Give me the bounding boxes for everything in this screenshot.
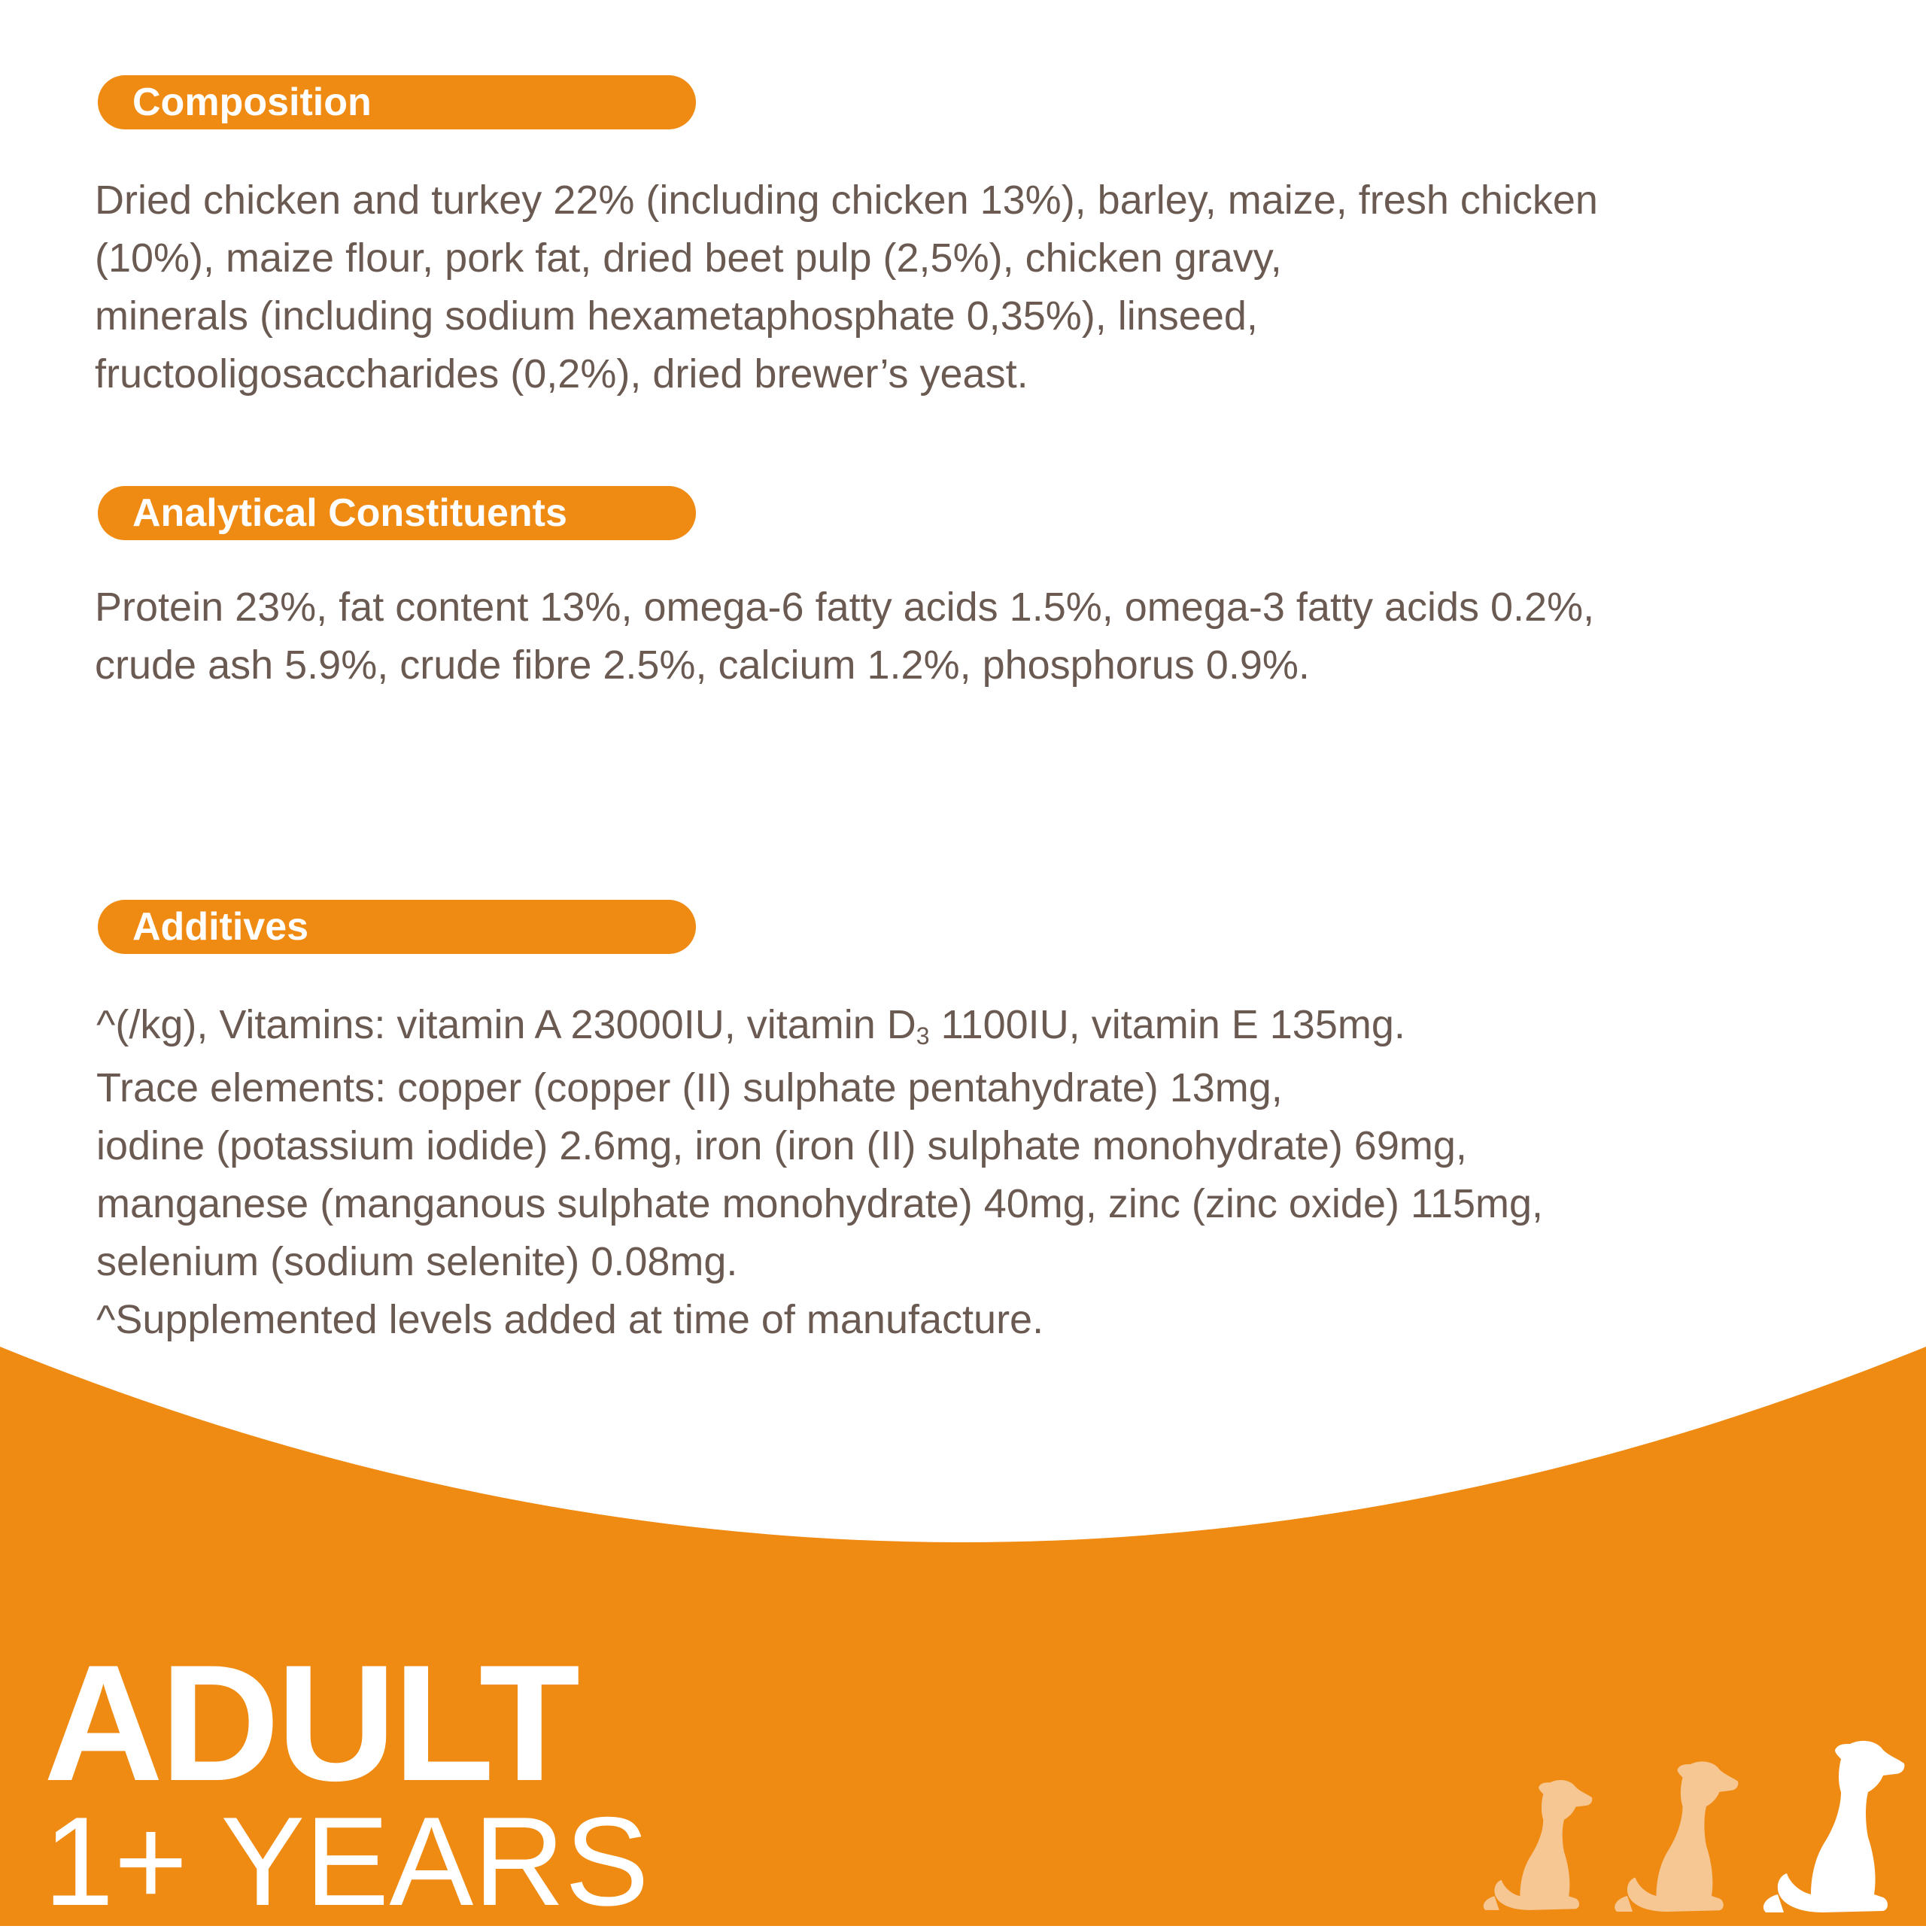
additives-footnote: ^Supplemented levels added at time of manufacture.: [96, 1297, 1044, 1342]
additives-line: manganese (manganous sulphate monohydrate) 40mg, zinc (zinc oxide) 115mg,: [96, 1181, 1544, 1226]
composition-text: [95, 172, 1825, 403]
analytical-line: Protein 23%, fat content 13%, omega-6 fatty acids 1.5%, omega-3 fatty acids 0.2%,: [95, 585, 1595, 630]
composition-heading: Composition: [98, 75, 696, 129]
vitamin-d-subscript: 3: [916, 1022, 930, 1050]
composition-line: Dried chicken and turkey 22% (including chicken 13%), barley, maize, fresh chicken: [95, 178, 1598, 223]
additives-vitamins-text-end: 1100IU, vitamin E 135mg.: [929, 1002, 1405, 1047]
composition-line: minerals (including sodium hexametaphosphate 0,35%), linseed,: [95, 293, 1258, 339]
dog-junior-icon: [1607, 1759, 1742, 1917]
additives-line: selenium (sodium selenite) 0.08mg.: [96, 1239, 738, 1284]
analytical-constituents-heading: Analytical Constituents: [98, 486, 696, 540]
composition-line: (10%), maize flour, pork fat, dried beet pulp (2,5%), chicken gravy,: [95, 235, 1282, 281]
dog-puppy-icon: [1476, 1776, 1596, 1915]
additives-line: Trace elements: copper (copper (II) sulphate pentahydrate) 13mg,: [96, 1065, 1283, 1110]
additives-vitamins-line: [96, 996, 1827, 1059]
composition-line: fructooligosaccharides (0,2%), dried brewer’s yeast.: [95, 351, 1028, 396]
analytical-constituents-text: [95, 579, 1825, 694]
additives-vitamins-text: ^(/kg), Vitamins: vitamin A 23000IU, vitamin D: [96, 1002, 916, 1047]
life-stage-title: ADULT: [44, 1630, 578, 1815]
analytical-line: crude ash 5.9%, crude fibre 2.5%, calcium 1.2%, phosphorus 0.9%.: [95, 642, 1310, 688]
life-stage-subtitle: 1+ YEARS: [44, 1791, 649, 1932]
additives-line: iodine (potassium iodide) 2.6mg, iron (iron (II) sulphate monohydrate) 69mg,: [96, 1123, 1467, 1168]
dog-adult-icon: [1753, 1738, 1911, 1918]
additives-text: [96, 996, 1827, 1349]
additives-heading: Additives: [98, 900, 696, 954]
